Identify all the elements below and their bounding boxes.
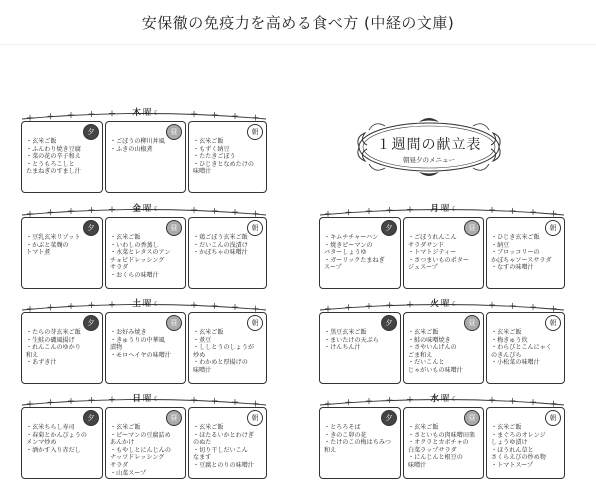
day-card-sun [20,393,268,481]
noon-menu [403,312,484,384]
moon-icon: ☾ [451,300,458,308]
dish-item: ・れんこんのゆかり [26,344,81,352]
day-kanji: 火 [430,299,439,309]
dish-item: さくらえびの炒め物 [491,454,546,462]
noon-dish-list [408,329,480,375]
dish-item: のぬた [193,439,212,447]
dish-item: ・玄米ご飯 [193,329,224,336]
morning-badge-icon: 朝 [247,124,263,140]
dish-item: 味噌汁 [193,366,212,374]
weekday-suffix: 曜 [142,299,152,309]
morning-dish-list [491,234,561,272]
dish-item: ・ひじきとなめたけの [193,160,254,168]
morning-dish-list [193,329,263,375]
dish-item: ・まいたけの天ぷら [324,336,379,344]
dish-item: ・ごぼうれんこん [408,234,457,241]
day-card-mon [318,203,566,291]
dish-item: じゃがいもの味噌汁 [408,366,463,374]
dish-item: ・だいこんと [408,359,445,367]
dish-item: ・もずく納豆 [193,145,230,153]
noon-menu [105,217,186,289]
evening-menu [21,312,103,384]
morning-dish-list [491,329,561,367]
dish-item: ・豆乳玄米リゾット [26,234,81,241]
evening-dish-list [26,424,99,454]
dish-item: ・さつまいものポター [408,256,469,264]
evening-menu [319,217,401,289]
dish-item: ・山菜スープ [110,469,146,477]
day-card-fri [20,203,268,291]
moon-icon: ☾ [153,300,160,308]
dish-item: ・鮭の味噌焼き [408,336,451,344]
noon-badge-icon: 昼 [166,124,182,140]
morning-badge-icon: 朝 [247,315,263,331]
noon-badge-icon: 昼 [464,220,480,236]
noon-badge-icon: 昼 [464,410,480,426]
dish-item: チョビドレッシング [110,256,165,264]
dish-item: なます [193,454,212,462]
moon-icon: ☾ [451,205,458,213]
card-header [318,393,566,408]
noon-dish-list [110,329,182,359]
evening-menu [21,407,103,479]
weekday-suffix: 曜 [142,394,152,404]
morning-dish-list [491,424,561,470]
day-kanji: 木 [132,108,141,118]
evening-dish-list [26,329,99,367]
morning-menu [486,312,565,384]
card-header [20,393,268,408]
morning-badge-icon: 朝 [545,315,561,331]
evening-menu [319,312,401,384]
menu-title-frame [355,114,503,180]
dish-item: ・たたきごぼう [193,153,236,161]
card-header [20,107,268,122]
dish-item: ・梅きゅう炊 [491,336,528,344]
dish-item: 味噌汁 [408,461,427,469]
dish-item: ・モロヘイヤの味噌汁 [110,351,171,359]
dish-item: ・かぼちゃの味噌汁 [193,249,248,257]
dish-item: 漬物 [110,344,123,352]
weekday-suffix: 曜 [142,108,152,118]
noon-menu [403,407,484,479]
noon-badge-icon: 昼 [166,220,182,236]
moon-icon: ☾ [153,205,160,213]
dish-item: ・黒豆玄米ご飯 [324,329,367,336]
moon-icon: ☾ [451,395,458,403]
evening-menu [319,407,401,479]
dish-item: ・だいこんの浅漬け [193,241,248,249]
dish-item: ジュスープ [408,264,438,272]
dish-item: ・たけのこの梅はちみつ [324,439,391,447]
evening-dish-list [324,329,397,352]
dish-item: ・酒かす入り赤だし [26,446,81,454]
noon-dish-list [408,424,480,470]
day-kanji: 月 [430,204,439,214]
day-kanji: 日 [132,394,141,404]
dish-item: ・にんじんと根豆の [408,454,463,462]
morning-dish-list [193,424,263,470]
evening-badge-icon: 夕 [381,315,397,331]
dish-item: ・玄米ご飯 [491,329,522,336]
dish-item: ・納豆 [491,241,510,249]
weekday-suffix: 曜 [440,204,450,214]
dish-item: ・生鮭の磯風揚げ [26,336,75,344]
dish-item: のきんぴら [491,351,522,359]
evening-menu [21,217,103,289]
dish-item: 白菜ラップサラダ [408,446,457,454]
dish-item: あんかけ [110,439,135,447]
day-label [418,296,470,312]
dish-item: メンマ炒め [26,439,57,447]
dish-item: ・ふんわり焼き豆腐 [26,145,81,153]
dish-item: ・玄米ご飯 [110,234,141,241]
dish-item: ・さといもの肉味噌田楽 [408,431,476,439]
dish-item: ・オクラとカボチャの [408,439,469,447]
dish-item: ・さやいんげんの [408,344,457,352]
dish-item: ・ひじき玄米ご飯 [491,234,540,241]
dish-item: ・玄米ご飯 [408,424,439,431]
dish-item: ・いわしの香蒸し [110,241,159,249]
morning-menu [188,217,267,289]
dish-item: ・煮豆 [193,336,212,344]
dish-item: 味噌汁 [193,168,212,176]
dish-item: ・たらの芽玄米ご飯 [26,329,81,336]
weekday-suffix: 曜 [142,204,152,214]
card-header [20,203,268,218]
noon-badge-icon: 昼 [166,410,182,426]
evening-dish-list [324,234,397,272]
morning-menu [188,121,267,193]
evening-dish-list [324,424,397,454]
day-label [418,201,470,217]
dish-item: スープ [324,264,342,272]
dish-item: ・ごぼうの柳川丼風 [110,138,165,145]
dish-item: ・きのこ卯の花 [324,431,367,439]
meal-grid [20,121,268,193]
evening-dish-list [26,138,99,176]
dish-item: ・玄米ご飯 [26,138,57,145]
moon-icon: ☾ [153,395,160,403]
dish-item: ・わかめと厚揚げの [193,359,248,367]
dish-item: ・鶏ごぼう玄米ご飯 [193,234,248,241]
dish-item: サラダサンド [408,241,445,249]
dish-item: ・ししとうのしょうが [193,344,254,352]
day-label [418,391,470,407]
noon-menu [105,407,186,479]
dish-item: サラダ [110,461,129,469]
noon-dish-list [408,234,480,272]
noon-dish-list [110,424,182,477]
evening-badge-icon: 夕 [381,220,397,236]
dish-item: ・かぶと菜麹の [26,241,69,249]
weekday-suffix: 曜 [440,299,450,309]
noon-badge-icon: 昼 [464,315,480,331]
dish-item: ・小松菜の味噌汁 [491,359,540,367]
card-header [318,203,566,218]
dish-item: ごま和え [408,351,433,359]
dish-item: ・菜の花の辛子和え [26,153,81,161]
day-label [120,105,172,121]
dish-item: かぼちゃソースサラダ [491,256,552,264]
dish-item: ・玄米ちらし寿司 [26,424,75,431]
dish-item: ・トマトスープ [491,461,533,469]
day-label [120,296,172,312]
day-kanji: 水 [430,394,439,404]
dish-item: ・とろろそば [324,424,361,431]
evening-badge-icon: 夕 [83,124,99,140]
meal-grid [318,407,566,479]
day-card-wed [318,393,566,481]
dish-item: ・春菊とかんぴょうの [26,431,87,439]
morning-dish-list [193,234,263,257]
dish-item: ・玄米ご飯 [491,424,522,431]
noon-dish-list [110,234,182,280]
day-card-tue [318,298,566,386]
dish-item: ・ガーリックたまねぎ [324,256,385,264]
dish-item: ・ブロッコリーの [491,249,540,257]
dish-item: ・ほたるいかとわけぎ [193,431,254,439]
dish-item: ・焼きピーマンの [324,241,373,249]
noon-menu [105,121,186,193]
dish-item: 和え [26,351,39,359]
morning-badge-icon: 朝 [247,220,263,236]
dish-item: ・お好み焼き [110,329,147,336]
morning-badge-icon: 朝 [545,410,561,426]
dish-item: ナッツドレッシング [110,454,165,462]
card-header [20,298,268,313]
dish-item: ・トマトジティー [408,249,457,257]
evening-badge-icon: 夕 [83,410,99,426]
frame-subtitle: 朝昼夕のメニュー [403,156,455,164]
dish-item: バターしょうゆ [324,249,367,257]
dish-item: たまねぎのすまし汁 [26,168,81,176]
noon-menu [403,217,484,289]
morning-dish-list [193,138,263,176]
morning-badge-icon: 朝 [545,220,561,236]
dish-item: ・水菜とレタスのアン [110,249,171,257]
dish-item: 炒め [193,351,206,359]
dish-item: ・玄米ご飯 [193,424,224,431]
noon-dish-list [110,138,182,153]
meal-grid [20,312,268,384]
dish-item: ・おくらの味噌汁 [110,271,159,279]
evening-badge-icon: 夕 [83,220,99,236]
moon-icon: ☾ [153,109,160,117]
dish-item: ・ふきの山椒煮 [110,145,153,153]
dish-item: ・とうもろこしと [26,160,75,168]
morning-menu [486,407,565,479]
frame-title: １週間の献立表 [376,137,482,153]
dish-item: サラダ [110,264,129,272]
dish-item: ・豆腐とのりの味噌汁 [193,461,254,469]
dish-item: ・ピーマンの豆腐詰め [110,431,171,439]
evening-badge-icon: 夕 [83,315,99,331]
day-card-thu [20,107,268,195]
dish-item: トマト煮 [26,249,51,257]
day-label [120,391,172,407]
dish-item: ・玄米ご飯 [408,329,439,336]
morning-badge-icon: 朝 [247,410,263,426]
meal-grid [20,217,268,289]
dish-item: しょうゆ漬け [491,439,528,447]
day-kanji: 金 [132,204,141,214]
meal-grid [20,407,268,479]
dish-item: ・玄米ご飯 [193,138,224,145]
morning-menu [188,312,267,384]
evening-dish-list [26,234,99,257]
dish-item: ・もやしとにんじんの [110,446,171,454]
dish-item: ・あずき汁 [26,359,57,367]
meal-grid [318,217,566,289]
weekday-suffix: 曜 [440,394,450,404]
dish-item: ・切り干しだいこん [193,446,248,454]
dish-item: ・けんちん汁 [324,344,361,352]
card-header [318,298,566,313]
meal-grid [318,312,566,384]
noon-badge-icon: 昼 [166,315,182,331]
dish-item: ・わらびとこんにゃく [491,344,552,352]
day-card-sat [20,298,268,386]
dish-item: ・キムチチャーハン [324,234,379,241]
page-title: 安保徹の免疫力を高める食べ方 (中経の文庫) [0,0,596,45]
dish-item: ・きゅうりの中華風 [110,336,165,344]
dish-item: ・ほうれん草と [491,446,534,454]
day-label [120,201,172,217]
evening-menu [21,121,103,193]
dish-item: ・玄米ご飯 [110,424,141,431]
dish-item: ・なすの味噌汁 [491,264,534,272]
morning-menu [486,217,565,289]
noon-menu [105,312,186,384]
evening-badge-icon: 夕 [381,410,397,426]
morning-menu [188,407,267,479]
dish-item: ・まぐろのオレンジ [491,431,546,439]
day-kanji: 土 [132,299,141,309]
dish-item: 和え [324,446,337,454]
